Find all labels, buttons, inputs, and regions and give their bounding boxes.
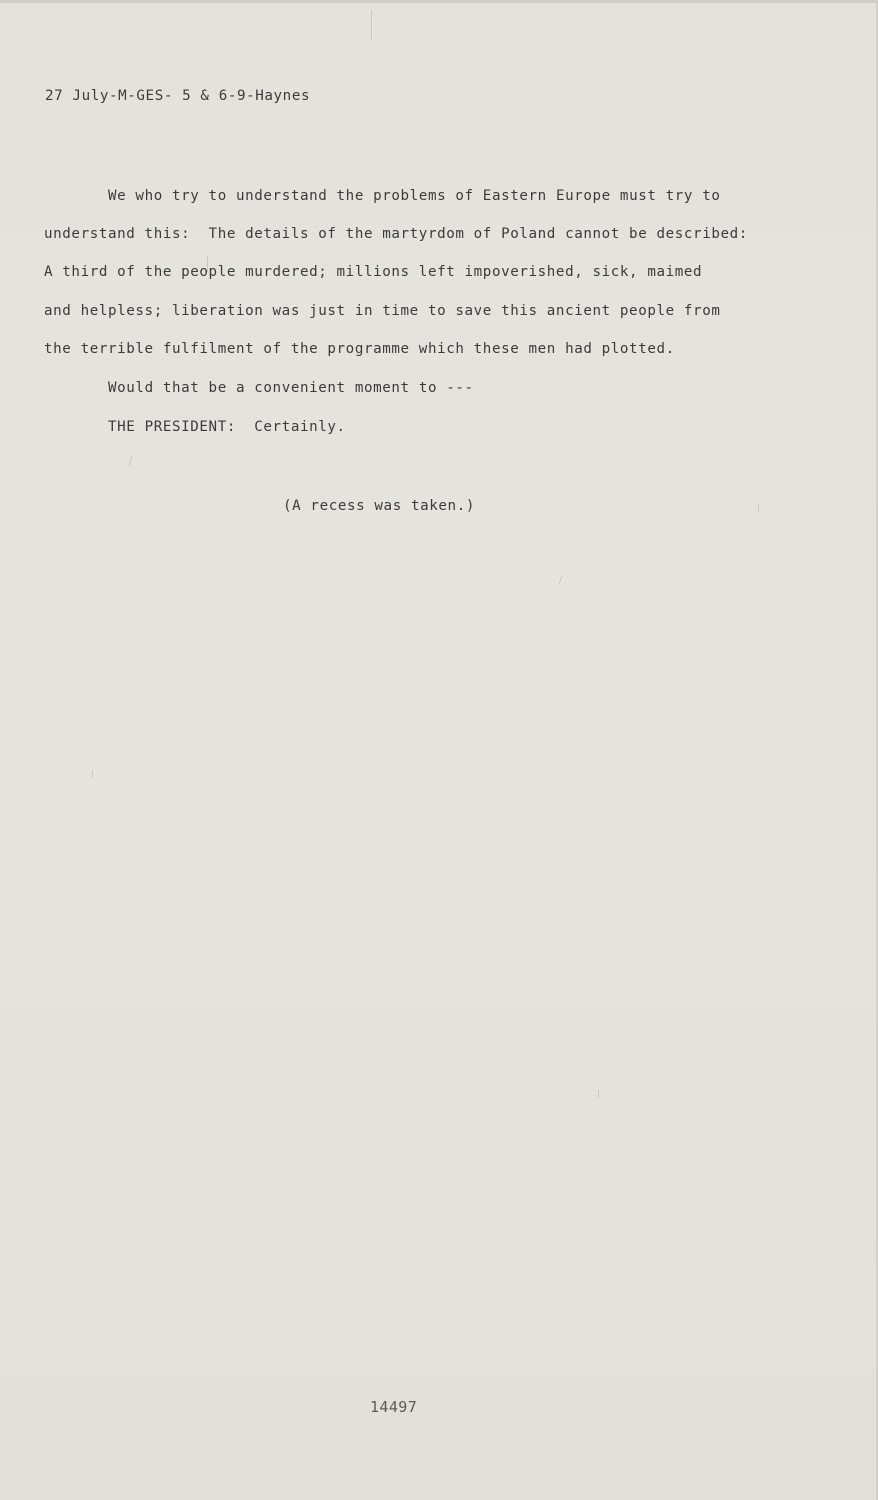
paper-speck — [371, 10, 372, 40]
body-line-4: and helpless; liberation was just in time to save this ancient people from — [44, 303, 721, 319]
paper-speck — [558, 575, 562, 585]
paper-speck — [598, 1090, 599, 1098]
body-line-2: understand this: The details of the martyrdom of Poland cannot be described: — [44, 226, 748, 242]
paper-speck — [758, 505, 759, 513]
page-number: 14497 — [370, 1398, 418, 1416]
body-line-6: Would that be a convenient moment to --- — [108, 380, 474, 396]
paper-speck — [129, 456, 133, 466]
recess-note: (A recess was taken.) — [283, 498, 475, 514]
body-line-3: A third of the people murdered; millions left impoverished, sick, maimed — [44, 264, 703, 280]
page-top-edge — [0, 0, 878, 3]
paper-speck — [207, 256, 208, 272]
paper-speck — [92, 770, 93, 778]
body-line-5: the terrible fulfilment of the programme which these men had plotted. — [44, 341, 675, 357]
page-header: 27 July-M-GES- 5 & 6-9-Haynes — [45, 88, 311, 104]
body-line-1: We who try to understand the problems of Eastern Europe must try to — [108, 188, 721, 204]
speaker-line: THE PRESIDENT: Certainly. — [108, 419, 346, 435]
